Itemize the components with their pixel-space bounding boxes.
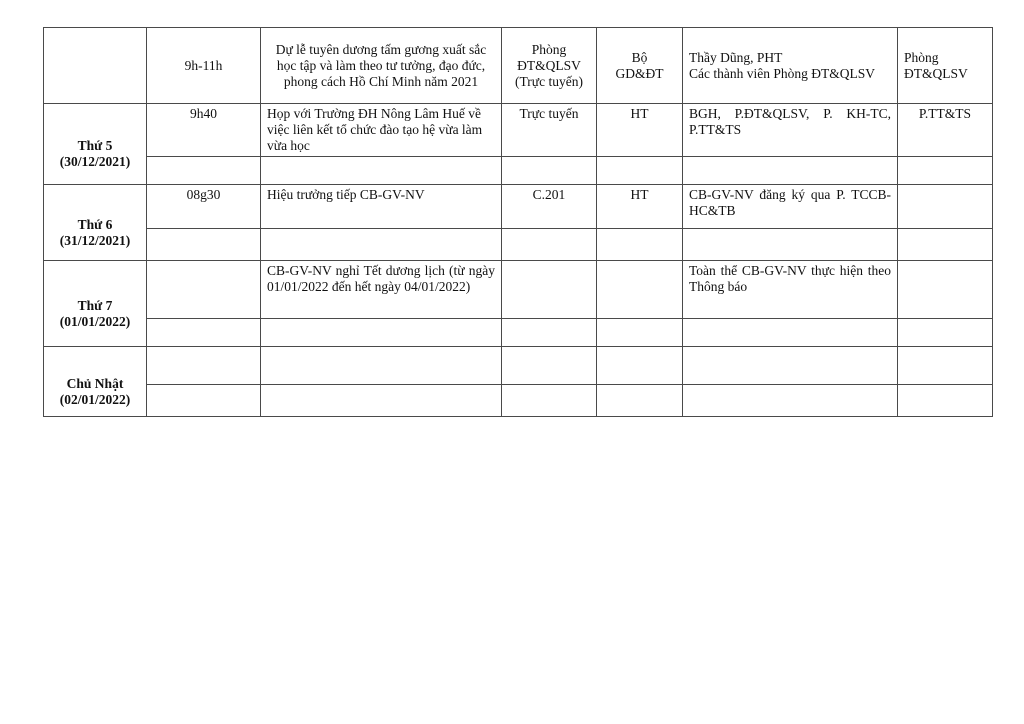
day-label: Thứ 6 xyxy=(77,216,113,232)
time-cell xyxy=(147,157,261,185)
schedule-row xyxy=(44,28,993,104)
cell-line: GD&ĐT xyxy=(615,65,664,81)
content-cell xyxy=(261,229,502,261)
content-cell: Dự lễ tuyên dương tấm gương xuất sắc học tập và làm theo tư tưởng, đạo đức, phong cách Hồ Chí Minh năm 2021 xyxy=(261,28,502,104)
day-cell xyxy=(44,347,147,417)
content-cell xyxy=(261,347,502,385)
participants-cell xyxy=(683,319,898,347)
cell-line: CB-GV-NV đăng ký qua P. TCCB-HC&TB xyxy=(689,187,891,218)
cell-line: BGH, P.ĐT&QLSV, P. KH-TC, P.TT&TS xyxy=(689,106,891,137)
content-cell: Hiệu trưởng tiếp CB-GV-NV xyxy=(261,185,502,229)
cell-line: P.TT&TS xyxy=(918,106,972,121)
place-cell xyxy=(502,261,597,319)
content-cell xyxy=(261,319,502,347)
participants-cell xyxy=(683,157,898,185)
chair-cell xyxy=(597,185,683,229)
schedule-row xyxy=(44,347,993,385)
schedule-row xyxy=(44,185,993,229)
time-cell xyxy=(147,319,261,347)
content-cell: Họp với Trường ĐH Nông Lâm Huế về việc liên kết tổ chức đào tạo hệ vừa làm vừa học xyxy=(261,104,502,157)
participants-cell xyxy=(683,347,898,385)
day-label: Thứ 5 xyxy=(77,138,113,153)
schedule-body xyxy=(44,28,993,417)
time-cell xyxy=(147,385,261,417)
cell-line: HT xyxy=(630,187,649,202)
cell-line: C.201 xyxy=(532,187,566,202)
chair-cell xyxy=(597,157,683,185)
schedule-row xyxy=(44,319,993,347)
schedule-row xyxy=(44,157,993,185)
prep-cell xyxy=(898,261,993,319)
schedule-row xyxy=(44,385,993,417)
place-cell xyxy=(502,229,597,261)
time-cell xyxy=(147,229,261,261)
content-cell xyxy=(261,157,502,185)
chair-cell xyxy=(597,347,683,385)
cell-line: ĐT&QLSV xyxy=(517,57,581,73)
day-cell xyxy=(44,185,147,261)
content-cell: CB-GV-NV nghỉ Tết dương lịch (từ ngày 01/01/2022 đến hết ngày 04/01/2022) xyxy=(261,261,502,319)
place-cell xyxy=(502,104,597,157)
prep-cell xyxy=(898,185,993,229)
content-cell xyxy=(261,385,502,417)
cell-line: Các thành viên Phòng ĐT&QLSV xyxy=(689,65,875,81)
schedule-row xyxy=(44,261,993,319)
cell-line: Thầy Dũng, PHT xyxy=(689,49,783,65)
participants-cell xyxy=(683,261,898,319)
participants-cell xyxy=(683,385,898,417)
time-cell xyxy=(147,347,261,385)
day-date: (30/12/2021) xyxy=(59,154,131,169)
place-cell xyxy=(502,319,597,347)
cell-line: Trực tuyến xyxy=(519,106,579,121)
time-cell xyxy=(147,261,261,319)
schedule-table xyxy=(43,27,993,417)
participants-cell xyxy=(683,185,898,229)
place-cell xyxy=(502,385,597,417)
day-cell xyxy=(44,28,147,104)
participants-cell xyxy=(683,28,898,104)
place-cell xyxy=(502,28,597,104)
place-cell xyxy=(502,157,597,185)
chair-cell xyxy=(597,28,683,104)
chair-cell xyxy=(597,104,683,157)
prep-cell xyxy=(898,319,993,347)
chair-cell xyxy=(597,319,683,347)
place-cell xyxy=(502,347,597,385)
schedule-row xyxy=(44,104,993,157)
prep-cell xyxy=(898,347,993,385)
day-label: Thứ 7 xyxy=(77,297,113,313)
day-date: (31/12/2021) xyxy=(59,232,131,248)
prep-cell xyxy=(898,28,993,104)
prep-cell xyxy=(898,104,993,157)
cell-line: Phòng xyxy=(531,41,567,57)
cell-line: Toàn thể CB-GV-NV thực hiện theo Thông báo xyxy=(689,263,891,294)
participants-cell xyxy=(683,229,898,261)
cell-line: ĐT&QLSV xyxy=(904,65,968,81)
cell-line: Bộ xyxy=(631,49,648,65)
cell-line: HT xyxy=(630,106,649,121)
place-cell xyxy=(502,185,597,229)
time-cell: 08g30 xyxy=(147,185,261,229)
day-date: (01/01/2022) xyxy=(59,313,131,329)
chair-cell xyxy=(597,261,683,319)
day-label: Chủ Nhật xyxy=(66,375,124,391)
prep-cell xyxy=(898,157,993,185)
day-cell xyxy=(44,261,147,347)
participants-cell xyxy=(683,104,898,157)
chair-cell xyxy=(597,385,683,417)
day-date: (02/01/2022) xyxy=(59,391,131,407)
prep-cell xyxy=(898,385,993,417)
time-cell: 9h-11h xyxy=(147,28,261,104)
prep-cell xyxy=(898,229,993,261)
cell-line: Phòng xyxy=(904,49,939,65)
time-cell: 9h40 xyxy=(147,104,261,157)
day-cell xyxy=(44,104,147,185)
schedule-row xyxy=(44,229,993,261)
chair-cell xyxy=(597,229,683,261)
cell-line: (Trực tuyến) xyxy=(515,73,583,89)
